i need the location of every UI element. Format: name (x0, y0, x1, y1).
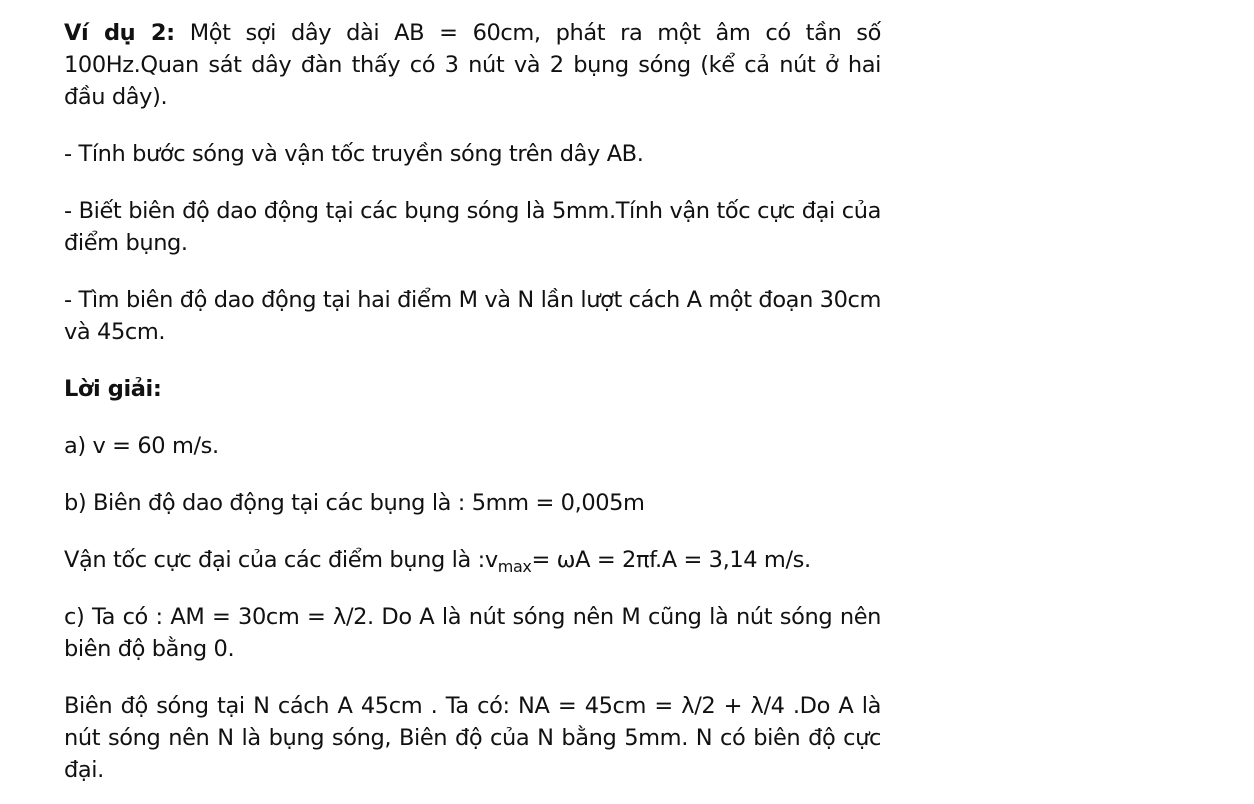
solution-b: b) Biên độ dao động tại các bụng là : 5mm = 0,005m (64, 490, 645, 516)
example-label: Ví dụ 2: (64, 20, 175, 46)
question-2: - Biết biên độ dao động tại các bụng sóng là 5mm.Tính vận tốc cực đại của điểm bụng. (64, 198, 881, 256)
solution-a: a) v = 60 m/s. (64, 433, 219, 459)
question-3: - Tìm biên độ dao động tại hai điểm M và N lần lượt cách A một đoạn 30cm và 45cm. (64, 287, 881, 345)
solution-vmax (64, 544, 881, 576)
solution-c: c) Ta có : AM = 30cm = λ/2. Do A là nút sóng nên M cũng là nút sóng nên biên độ bằng 0. (64, 604, 881, 662)
example-text: Một sợi dây dài AB = 60cm, phát ra một âm có tần số 100Hz.Quan sát dây đàn thấy có 3 nút và 2 bụng sóng (kể cả nút ở hai đầu dây). (64, 20, 881, 110)
example-paragraph (64, 17, 881, 113)
vmax-subscript: max (497, 557, 532, 576)
vmax-before: Vận tốc cực đại của các điểm bụng là :v (64, 547, 498, 573)
document-body (64, 17, 881, 786)
solution-heading: Lời giải: (64, 376, 162, 402)
question-1: - Tính bước sóng và vận tốc truyền sóng trên dây AB. (64, 141, 644, 167)
solution-n: Biên độ sóng tại N cách A 45cm . Ta có: NA = 45cm = λ/2 + λ/4 .Do A là nút sóng nên N là bụng sóng, Biên độ của N bằng 5mm. N có biên độ cực đại. (64, 693, 881, 783)
vmax-after: = ωA = 2πf.A = 3,14 m/s. (531, 547, 811, 573)
